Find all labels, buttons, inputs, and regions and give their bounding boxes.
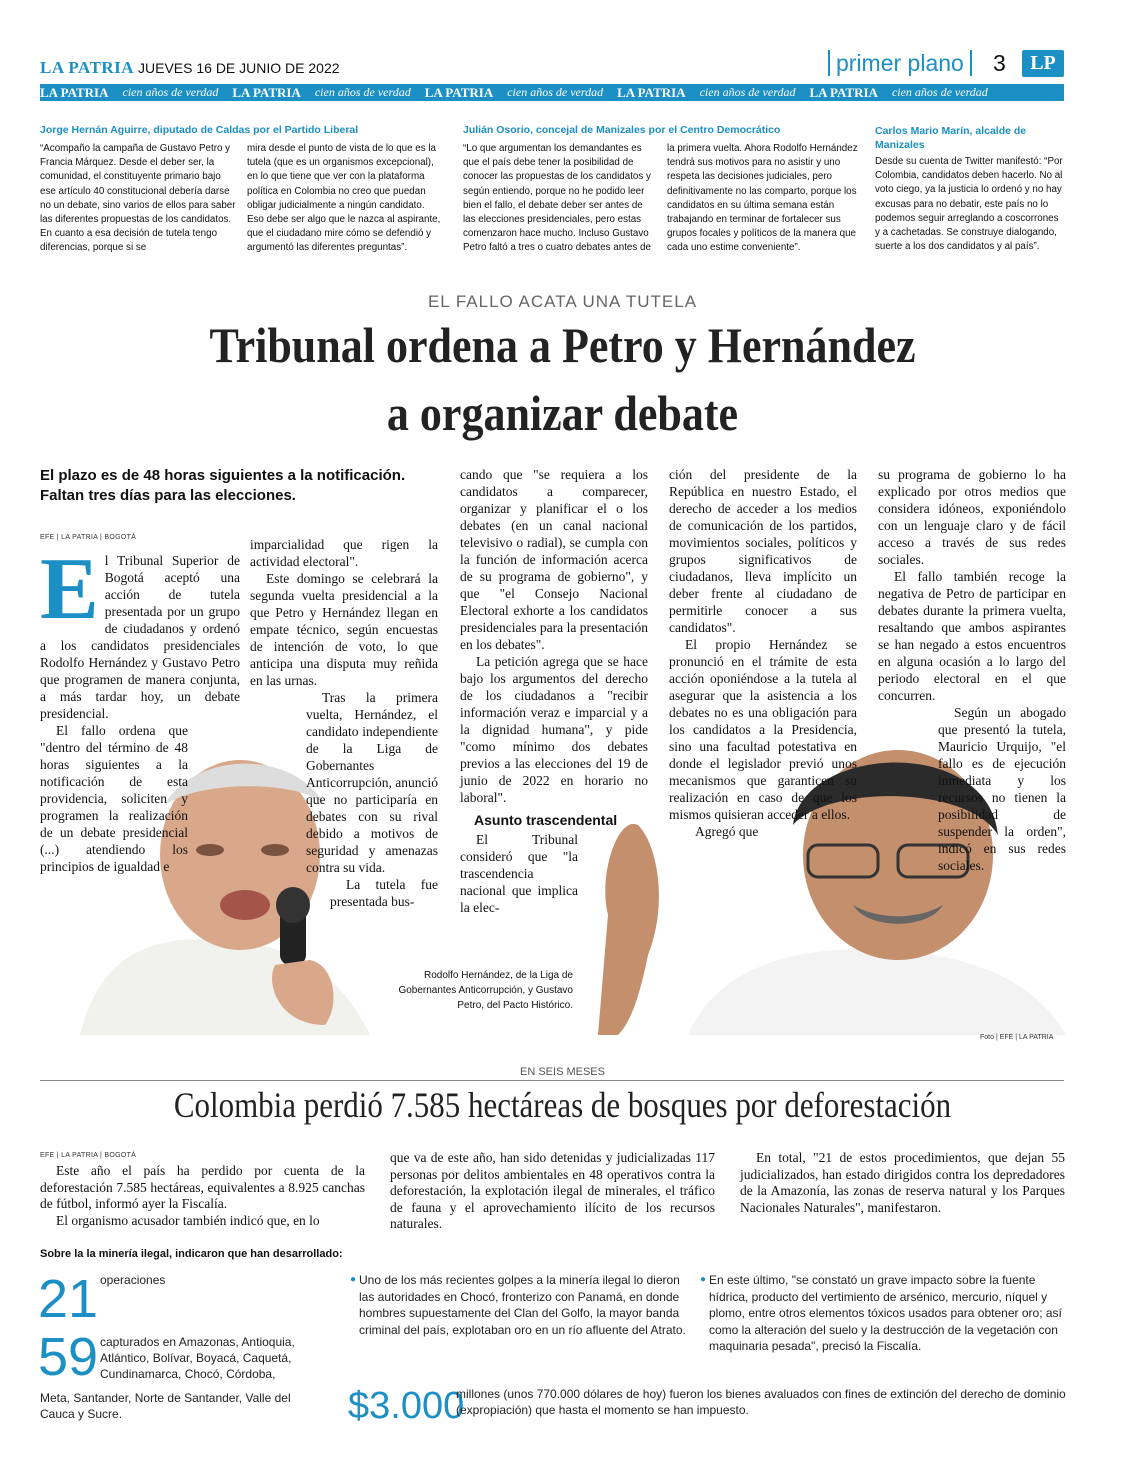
slogan-strip: LA PATRIA cien años de verdad LA PATRIA cien años de verdad LA PATRIA cien años de verdad LA PATRIA cien años de verdad LA PATRIA cien años de verdad xyxy=(40,84,1064,101)
stat-number-operations: 21 xyxy=(38,1269,99,1329)
stat-number-assets: $3.000 xyxy=(348,1385,465,1427)
photo-credit: Foto | EFE | LA PATRIA xyxy=(980,1034,1054,1041)
quote-text: Desde su cuenta de Twitter manifestó: “Por Colombia, candidatos deben hacerlo. No al voto ciego, ya la justicia lo ordenó y no hay excusas para no debatir, este país no lo podemos seguir arreglando a coscorrones y a cachetadas. Se construye dialogando, suerte a los dos candidatos y al país”. xyxy=(875,156,1063,253)
quote-text: “Lo que argumentan los demandantes es que el país debe tener la posibilidad de conocer las propuestas de los candidatos y según entiendo, porque no he podido leer bien el fallo, el debate deber ser antes de las elecciones presidenciales, pero estas comenzaron hace mucho. Incluso Gustavo Petro faltó a tres o cuatro debates antes de xyxy=(463,143,651,254)
bullet-icon: ● xyxy=(350,1274,357,1285)
headline-line-2: a organizar debate xyxy=(386,385,739,441)
article-column-2: imparcialidad que rigen la actividad electoral". Este domingo se celebrará la segunda vuelta presidencial a la que Petro y Hernández llegan en empate técnico, según encuestas de intención de voto, lo que anticipa una disputa muy reñida en las urnas. Tras la primera vuelta, Hernández, el candidato independiente de la Liga de Gobernantes Anticorrupción, anunció que no participaría en debates con su rival debido a motivos de seguridad y amenazas contra su vida. La tutela fue presentada bus- xyxy=(250,537,438,909)
subhead: Asunto trascendental xyxy=(474,812,618,828)
article-kicker: EL FALLO ACATA UNA TUTELA xyxy=(427,292,698,311)
quote-author: Julián Osorio, concejal de Manizales por el Centro Democrático xyxy=(463,124,781,136)
quote-author: Carlos Mario Marín, alcalde de Manizales xyxy=(875,125,1027,151)
stat-label-assets: millones (unos 770.000 dólares de hoy) fueron los bienes avaluados con fines de extinción del derecho de dominio (expropiación) que hasta el momento se han impuesto. xyxy=(456,1387,1066,1417)
drop-cap: E xyxy=(40,541,99,638)
headline-line-1: Tribunal ordena a Petro y Hernández xyxy=(209,317,916,373)
article2-column-2: que va de este año, han sido detenidas y judicializadas 117 personas por delitos ambientales en 48 operativos contra la deforestación, la explotación ilegal de minerales, el tráfico de fauna y el aprovechamiento ilícito de los recursos naturales. xyxy=(390,1150,715,1231)
quote-text: mira desde el punto de vista de lo que es la tutela (que es un organismos excepcional), en lo que tiene que ver con la plataforma política en Colombia no creo que puedan obligar judicialmente a ningún candidato. Eso debe ser algo que le nazca al aspirante, que el ciudadano mire cómo se defendió y argumentó las diferentes preguntas”. xyxy=(247,143,441,254)
stat-label-captured-cont: Meta, Santander, Norte de Santander, Valle del Cauca y Sucre. xyxy=(40,1391,291,1421)
stat-label-captured: capturados en Amazonas, Antioquia, Atlántico, Bolívar, Boyacá, Caquetá, Cundinamarca, Chocó, Córdoba, xyxy=(100,1335,295,1381)
article-deck: El plazo es de 48 horas siguientes a la notificación. Faltan tres días para las elecciones. xyxy=(40,467,406,504)
article2-kicker: EN SEIS MESES xyxy=(520,1066,605,1078)
photo-caption: Rodolfo Hernández, de la Liga de Gobernantes Anticorrupción, y Gustavo Petro, del Pacto Histórico. xyxy=(398,970,573,1011)
stat-label-operations: operaciones xyxy=(100,1273,166,1287)
article-column-3: cando que "se requiera a los candidatos a comparecer, organizar y planificar el o los debates (en un canal nacional televisivo o radial), se cumpla con la función de información acerca de su programa de gobierno", y que "el Consejo Nacional Electoral exhorte a los candidatos presidenciales para la presentación en los debates". La petición agrega que se hace bajo los argumentos del derecho de los ciudadanos a "recibir información veraz e imparcial y a la dignidad humana", y pide "como mínimo dos debates previos a las elecciones del 19 de junio de 2022 en horario no laboral". Asunto trascendental El Tribunal consideró que "la trascendencia nacional que implica la elec- xyxy=(460,467,648,915)
article2-column-3: En total, "21 de estos procedimientos, que dejan 55 judicializados, han estado dirigidos contra los depredadores de la Amazonía, las zonas de reserva natural y los Parques Nacionales Naturales", manifestaron. xyxy=(740,1150,1065,1215)
page-number: 3 xyxy=(993,50,1006,76)
article2-headline: Colombia perdió 7.585 hectáreas de bosques por deforestación xyxy=(173,1085,952,1125)
quote-text: la primera vuelta. Ahora Rodolfo Hernández tendrá sus motivos para no asistir y uno respeta las decisiones judiciales, pero definitivamente no las comparto, porque los candidatos en su última semana están trabajando en terminar de fortalecer sus grupos focales y políticos de la manera que cada uno estime conveniente”. xyxy=(667,143,858,254)
article-column-5: su programa de gobierno lo ha explicado por otros medios que considera idóneos, exponiéndolo con un lenguaje claro y de fácil acceso a través de sus redes sociales. El fallo también recoge la negativa de Petro de participar en debates durante la primera vuelta, resaltando que ambos aspirantes se han negado a estos encuentros en alguna ocasión a lo largo del periodo electoral en el que concurren. Según un abogado que presentó la tutela, Mauricio Urquijo, "el fallo es de ejecución inmediata y los recursos no tienen la posibilidad de suspender la orden", indicó en sus redes sociales. xyxy=(878,467,1066,873)
stats-heading: Sobre la la minería ilegal, indicaron que han desarrollado: xyxy=(40,1248,343,1260)
article2-column-1: Este año el país ha perdido por cuenta de la deforestación 7.585 hectáreas, equivalentes a 8.925 canchas de fútbol, informó ayer la Fiscalía. El organismo acusador también indicó que, en lo xyxy=(40,1163,365,1228)
quote-text: “Acompaño la campaña de Gustavo Petro y Francia Márquez. Desde el deber ser, la comunidad, el constituyente primario bajo ese artículo 40 constitucional debería darse no un debate, sino varios de ellos para saber las diferentes propuestas de los candidatos. En cuanto a esa decisión de tutela tengo diferencias, porque si se xyxy=(40,143,236,254)
masthead-brand: LA PATRIA xyxy=(40,58,135,77)
byline: EFE | LA PATRIA | BOGOTÁ xyxy=(40,1152,137,1159)
article-column-1: El Tribunal Superior de Bogotá aceptó una acción de tutela presentada por un grupo de ciudadanos y ordenó a los candidatos presidenciales Rodolfo Hernández y Gustavo Petro que programen de manera conjunta, a más tardar hoy, un debate presidencial. El fallo ordena que "dentro del término de 48 horas siguientes a la notificación de esta providencia, soliciten y programen la realización de un debate presidencial (...) atendiendo los principios de igualdad e xyxy=(40,541,240,874)
lp-logo: LP xyxy=(1022,50,1064,77)
byline: EFE | LA PATRIA | BOGOTÁ xyxy=(40,534,137,541)
section-name: primer plano xyxy=(828,50,972,76)
bullet-item: ● Uno de los más recientes golpes a la minería ilegal lo dieron las autoridades en Chocó, fronterizo con Panamá, en donde hombres supuestamente del Clan del Golfo, la mayor banda criminal del país, explotaban oro en un río afluente del Atrato. xyxy=(350,1273,686,1337)
quote-author: Jorge Hernán Aguirre, diputado de Caldas por el Partido Liberal xyxy=(40,124,359,136)
article-column-4: ción del presidente de la República en nuestro Estado, el derecho de acceder a los medios de comunicación de los partidos, movimientos sociales, políticos y grupos significativos de ciudadanos, lleva implícito un deber frente al ciudadano de permitirle conocer a sus candidatos". El propio Hernández se pronunció en el trámite de esta acción oponiéndose a la tutela al asegurar que la asistencia a los debates no es una obligación para los candidatos a la Presidencia, sino una facultad potestativa en donde el legislador previó unos mecanismos que garanticen su realización en caso de que los mismos quisieran acceder a ellos. Agregó que xyxy=(669,467,857,839)
stat-number-captured: 59 xyxy=(38,1327,99,1387)
divider xyxy=(40,1080,1064,1081)
bullet-icon: ● xyxy=(700,1274,707,1285)
bullet-item: ● En este último, "se constató un grave impacto sobre la fuente hídrica, producto del vertimiento de arsénico, mercurio, níquel y plomo, entre otros elementos tóxicos usados para obtener oro; así como la alteración del suelo y la destrucción de la vegetación con maquinaria pesada", precisó la Fiscalía. xyxy=(700,1273,1062,1353)
issue-date: JUEVES 16 DE JUNIO DE 2022 xyxy=(138,60,340,76)
